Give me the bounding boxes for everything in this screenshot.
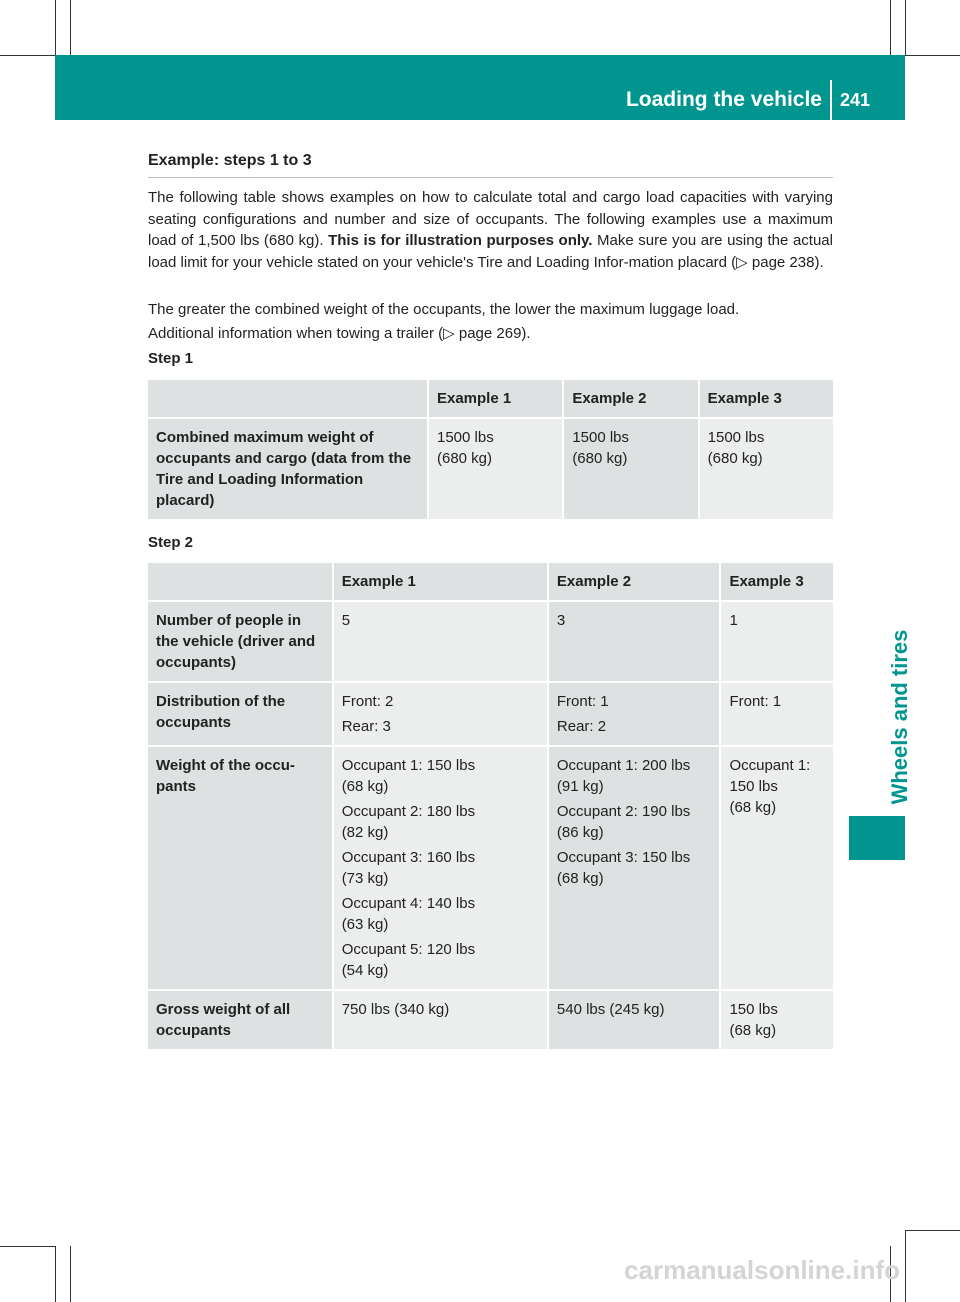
table-header-cell: Example 1 bbox=[334, 563, 547, 600]
crop-mark bbox=[70, 0, 71, 55]
intro-paragraph bbox=[148, 187, 833, 273]
section-divider bbox=[148, 177, 833, 178]
intro-bold-text: This is for illustration purposes only. bbox=[328, 232, 593, 249]
page-number: 241 bbox=[840, 90, 871, 110]
row-label: Combined maximum weight of occupants and cargo (data from the Tire and Loading Information placard) bbox=[148, 419, 427, 519]
table-row bbox=[148, 991, 833, 1049]
row-label: Weight of the occu-pants bbox=[148, 747, 332, 989]
table-row bbox=[148, 602, 833, 681]
table-cell: 3 bbox=[549, 602, 720, 681]
section-heading: Example: steps 1 to 3 bbox=[148, 152, 312, 169]
page-ref-link[interactable]: page 238). bbox=[747, 253, 824, 271]
table-header-cell: Example 3 bbox=[721, 563, 833, 600]
trailer-text: Additional information when towing a trailer ( bbox=[148, 325, 444, 342]
table-cell: 150 lbs (68 kg) bbox=[721, 991, 833, 1049]
table-header-row bbox=[148, 563, 833, 600]
table-cell: Occupant 1: 150 lbs (68 kg) Occupant 2: 180 lbs (82 kg) Occupant 3: 160 lbs (73 kg) Occupant 4: 140 lbs (63 kg) Occupant 5: 120 lbs (54 kg) bbox=[334, 747, 547, 989]
table-header-cell: Example 1 bbox=[429, 380, 562, 417]
occupant-weight-paragraph: The greater the combined weight of the occupants, the lower the maximum luggage load. bbox=[148, 301, 740, 318]
page-ref-arrow-icon: ▷ bbox=[736, 253, 748, 271]
table-row bbox=[148, 683, 833, 745]
table-cell: 540 lbs (245 kg) bbox=[549, 991, 720, 1049]
crop-mark bbox=[55, 1246, 56, 1302]
table-row bbox=[148, 419, 833, 519]
table-cell: 1500 lbs (680 kg) bbox=[429, 419, 562, 519]
table-cell: 1 bbox=[721, 602, 833, 681]
table-header-cell: Example 2 bbox=[564, 380, 697, 417]
crop-mark bbox=[0, 55, 55, 56]
page-ref-arrow-icon: ▷ bbox=[443, 325, 455, 342]
side-tab-label: Wheels and tires bbox=[887, 629, 912, 805]
intro-text-cont: Make sure you are using the actual load limit for your vehicle stated on your vehicle's Tire and Loading Infor-mation placard ( bbox=[148, 232, 833, 271]
table-cell: Occupant 1: 150 lbs (68 kg) bbox=[721, 747, 833, 989]
table-cell: 1500 lbs (680 kg) bbox=[700, 419, 833, 519]
step2-table bbox=[146, 561, 835, 1051]
crop-mark bbox=[70, 1246, 71, 1302]
table-header-row bbox=[148, 380, 833, 417]
row-label: Number of people in the vehicle (driver and occupants) bbox=[148, 602, 332, 681]
crop-mark bbox=[905, 1230, 960, 1231]
crop-mark bbox=[890, 0, 891, 55]
crop-mark bbox=[905, 1230, 906, 1302]
step1-table bbox=[146, 378, 835, 521]
table-row bbox=[148, 747, 833, 989]
table-cell: Front: 2 Rear: 3 bbox=[334, 683, 547, 745]
table-cell: 750 lbs (340 kg) bbox=[334, 991, 547, 1049]
table-cell: Front: 1 bbox=[721, 683, 833, 745]
page-title: Loading the vehicle bbox=[625, 88, 822, 111]
table-header-cell: Example 3 bbox=[700, 380, 833, 417]
watermark: carmanualsonline.info bbox=[624, 1255, 900, 1285]
table-header-cell: Example 2 bbox=[549, 563, 720, 600]
table-cell: Occupant 1: 200 lbs (91 kg) Occupant 2: 190 lbs (86 kg) Occupant 3: 150 lbs (68 kg) bbox=[549, 747, 720, 989]
row-label: Gross weight of all occupants bbox=[148, 991, 332, 1049]
header-divider bbox=[830, 80, 832, 120]
table-header-cell bbox=[148, 380, 427, 417]
step2-label: Step 2 bbox=[148, 534, 194, 551]
side-tab-block bbox=[849, 816, 905, 860]
crop-mark bbox=[905, 55, 960, 56]
crop-mark bbox=[0, 1246, 55, 1247]
crop-mark bbox=[905, 0, 906, 55]
intro-text: The following table shows examples on how to calculate total and cargo load capacities with varying seating configurations and number and size of occupants. The following examples use a maximum load of 1,500 lbs (680 kg). bbox=[148, 189, 833, 249]
row-label: Distribution of the occupants bbox=[148, 683, 332, 745]
crop-mark bbox=[55, 0, 56, 55]
table-cell: 5 bbox=[334, 602, 547, 681]
table-cell: Front: 1 Rear: 2 bbox=[549, 683, 720, 745]
table-header-cell bbox=[148, 563, 332, 600]
table-cell: 1500 lbs (680 kg) bbox=[564, 419, 697, 519]
step1-label: Step 1 bbox=[148, 350, 194, 367]
trailer-page-ref-link[interactable]: page 269). bbox=[454, 325, 531, 342]
trailer-paragraph bbox=[148, 323, 833, 345]
